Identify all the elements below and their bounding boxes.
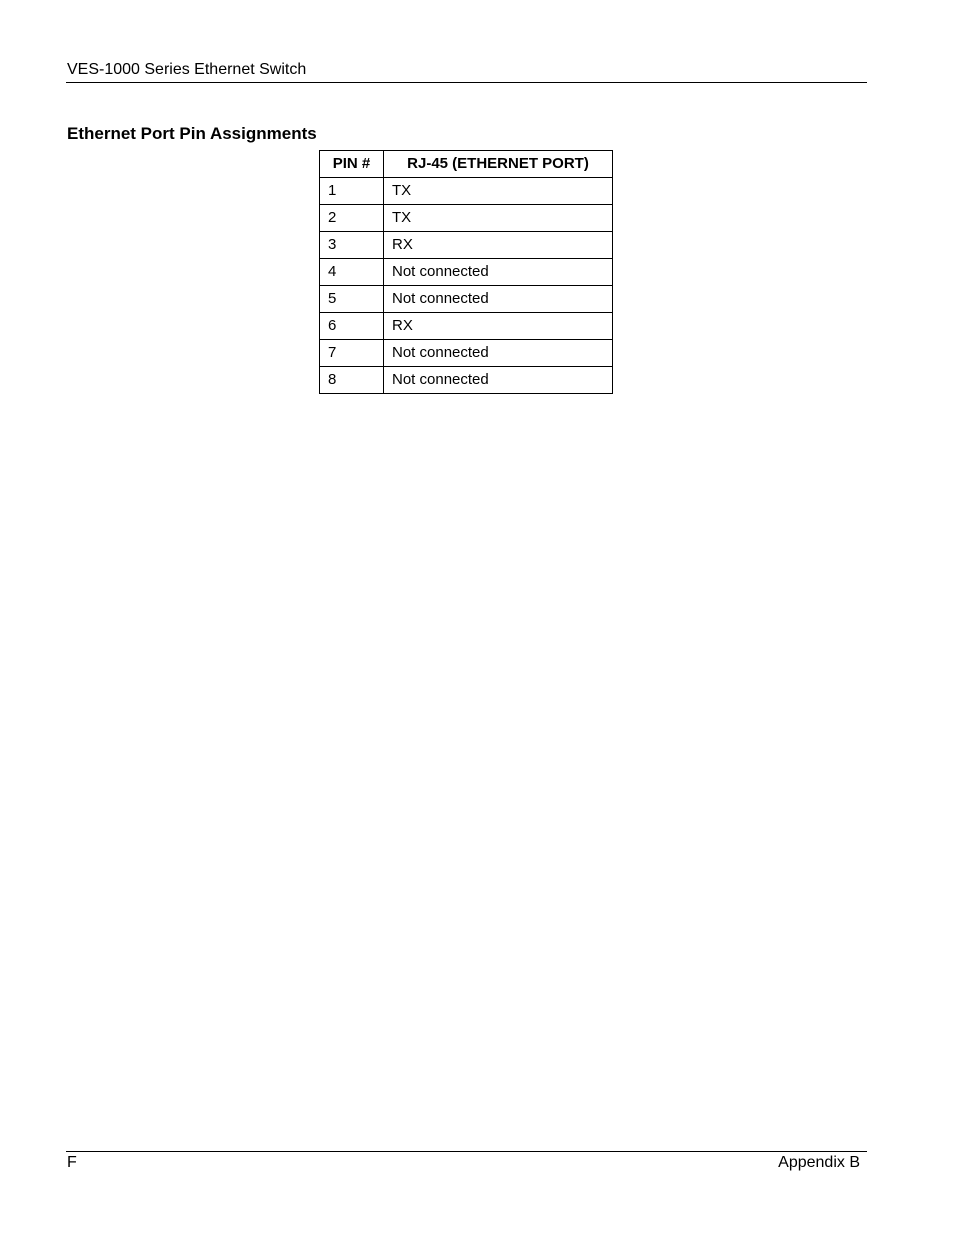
pin-signal-cell: Not connected — [384, 367, 613, 394]
pin-signal-cell: Not connected — [384, 286, 613, 313]
table-header-row — [320, 151, 613, 178]
table-row — [320, 178, 613, 205]
pin-signal-cell: RX — [384, 313, 613, 340]
table-row — [320, 232, 613, 259]
table-row — [320, 367, 613, 394]
pin-number-cell: 1 — [320, 178, 384, 205]
pin-signal-cell: Not connected — [384, 340, 613, 367]
pin-signal-cell: RX — [384, 232, 613, 259]
pin-number-cell: 6 — [320, 313, 384, 340]
table-row — [320, 340, 613, 367]
page-footer — [66, 1151, 867, 1174]
pin-signal-cell: Not connected — [384, 259, 613, 286]
page-number: F — [67, 1154, 77, 1171]
section-title: Ethernet Port Pin Assignments — [67, 124, 317, 143]
pin-number-cell: 2 — [320, 205, 384, 232]
pin-number-cell: 3 — [320, 232, 384, 259]
table-row — [320, 313, 613, 340]
pin-signal-cell: TX — [384, 205, 613, 232]
table-row — [320, 205, 613, 232]
pin-number-cell: 8 — [320, 367, 384, 394]
column-header-rj45: RJ-45 (ETHERNET PORT) — [384, 151, 613, 178]
pin-signal-cell: TX — [384, 178, 613, 205]
pin-number-cell: 5 — [320, 286, 384, 313]
appendix-label: Appendix B — [778, 1154, 860, 1171]
column-header-pin: PIN # — [320, 151, 384, 178]
table-row — [320, 286, 613, 313]
page-header — [66, 60, 867, 83]
table-row — [320, 259, 613, 286]
pin-number-cell: 7 — [320, 340, 384, 367]
pin-assignment-table — [319, 150, 613, 394]
document-title: VES-1000 Series Ethernet Switch — [67, 61, 307, 78]
pin-number-cell: 4 — [320, 259, 384, 286]
